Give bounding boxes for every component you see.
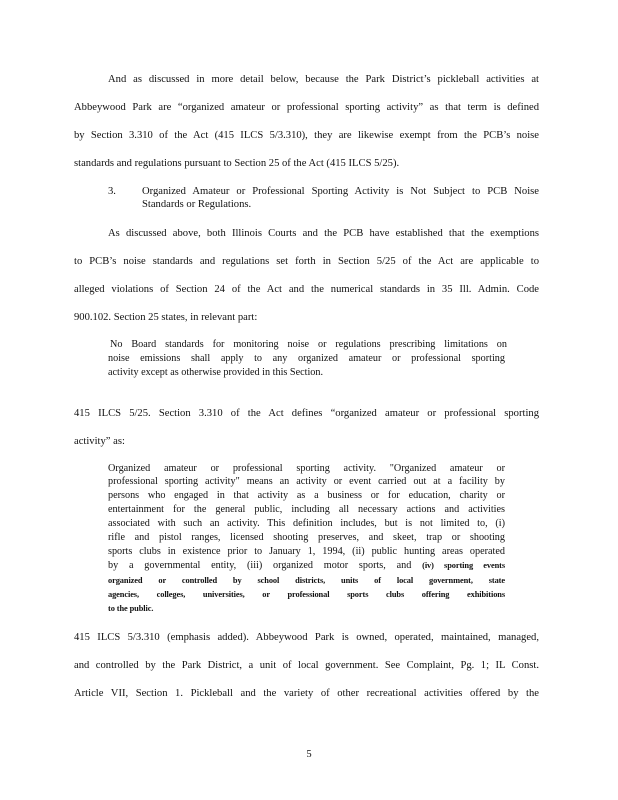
block-quote-1-line: activity except as otherwise provided in this Section. [108,367,324,378]
block-quote-1-line: No Board standards for monitoring noise or regulations prescribing limitations on [110,339,507,350]
page-number: 5 [306,749,312,760]
paragraph-3-line: activity” as: [74,436,125,447]
paragraph-2-line: to PCB’s noise standards and regulations set forth in Section 5/25 of the Act are applicable to [74,256,539,267]
block-quote-2-line: associated with such an activity. This definition includes, but is not limited to, (i) [108,518,505,529]
block-quote-2-line: Organized amateur or professional sporting activity. "Organized amateur or [108,463,505,474]
block-quote-2-mixed-line [108,560,505,572]
paragraph-2-line: alleged violations of Section 24 of the Act and the numerical standards in 35 Ill. Admin. Code [74,284,539,295]
paragraph-1-line: standards and regulations pursuant to Section 25 of the Act (415 ILCS 5/25). [74,158,400,169]
block-quote-2-line: entertainment for the general public, including all necessary actions and activities [108,504,505,515]
paragraph-4-line: Article VII, Section 1. Pickleball and the variety of other recreational activities offered by the [74,688,539,699]
emphasis-line: organized or controlled by school districts, units of local government, state [108,576,505,585]
paragraph-1-line: Abbeywood Park are “organized amateur or professional sporting activity” as that term is defined [74,102,539,113]
paragraph-1-line: by Section 3.310 of the Act (415 ILCS 5/3.310), they are likewise exempt from the PCB’s noise [74,130,539,141]
section-number: 3. [108,186,116,197]
block-quote-1-line: noise emissions shall apply to any organized amateur or professional sporting [108,353,505,364]
block-quote-2-line: sports clubs in existence prior to January 1, 1994, (ii) public hunting areas operated [108,546,505,557]
block-quote-2-plain-text: by a governmental entity, (iii) organized motor sports, and [108,560,412,571]
paragraph-2-line: 900.102. Section 25 states, in relevant part: [74,312,258,323]
section-heading-line: Organized Amateur or Professional Sporting Activity is Not Subject to PCB Noise [142,186,539,197]
paragraph-4-line: and controlled by the Park District, a unit of local government. See Complaint, Pg. 1; IL Const. [74,660,539,671]
block-quote-2-line: professional sporting activity" means an activity or event carried out at a facility by [108,476,505,487]
paragraph-4-line: 415 ILCS 5/3.310 (emphasis added). Abbeywood Park is owned, operated, maintained, managed, [74,632,539,643]
emphasis-text: (iv) sporting events [422,561,506,570]
emphasis-line: agencies, colleges, universities, or professional sports clubs offering exhibitions [108,590,505,599]
emphasis-line: to the public. [108,604,154,613]
block-quote-2-line: rifle and pistol ranges, licensed shooting preserves, and skeet, trap or shooting [108,532,505,543]
section-heading-line: Standards or Regulations. [142,199,252,210]
paragraph-1-line: And as discussed in more detail below, because the Park District’s pickleball activities at [108,74,539,85]
paragraph-3-line: 415 ILCS 5/25. Section 3.310 of the Act defines “organized amateur or professional sporting [74,408,539,419]
block-quote-2-line: persons who engaged in that activity as a business or for education, charity or [108,490,505,501]
paragraph-2-line: As discussed above, both Illinois Courts and the PCB have established that the exemptions [108,228,539,239]
